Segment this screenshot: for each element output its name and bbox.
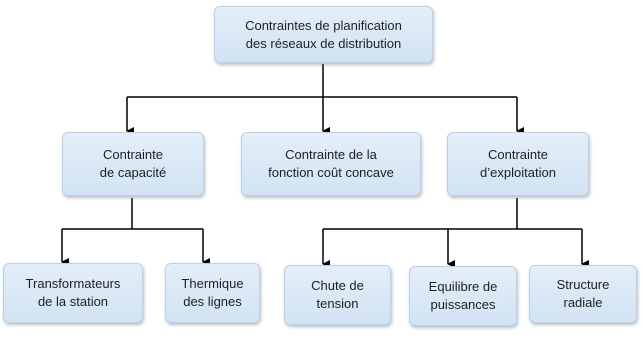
node-structure-radiale — [529, 265, 637, 323]
node-contrainte-cout-concave-label: Contrainte de la fonction coût concave — [268, 147, 394, 180]
node-contrainte-capacite-label: Contrainte de capacité — [99, 147, 167, 180]
node-transformateurs-station-label: Transformateurs de la station — [25, 276, 121, 309]
node-contrainte-capacite — [62, 132, 204, 196]
node-thermique-lignes-label: Thermique des lignes — [181, 276, 244, 309]
node-chute-tension-label: Chute de tension — [311, 278, 364, 311]
node-equilibre-puissances — [409, 266, 517, 326]
node-contrainte-cout-concave — [241, 132, 421, 196]
root-node — [214, 6, 433, 63]
node-structure-radiale-label: Structure radiale — [556, 277, 610, 310]
node-equilibre-puissances-label: Equilibre de puissances — [428, 279, 498, 312]
node-transformateurs-station — [3, 263, 143, 323]
root-node-label: Contraintes de planification des réseaux de distribution — [245, 17, 402, 51]
node-contrainte-exploitation-label: Contrainte d’exploitation — [480, 147, 556, 180]
node-chute-tension — [284, 265, 391, 325]
node-contrainte-exploitation — [447, 132, 589, 196]
node-thermique-lignes — [165, 263, 260, 323]
